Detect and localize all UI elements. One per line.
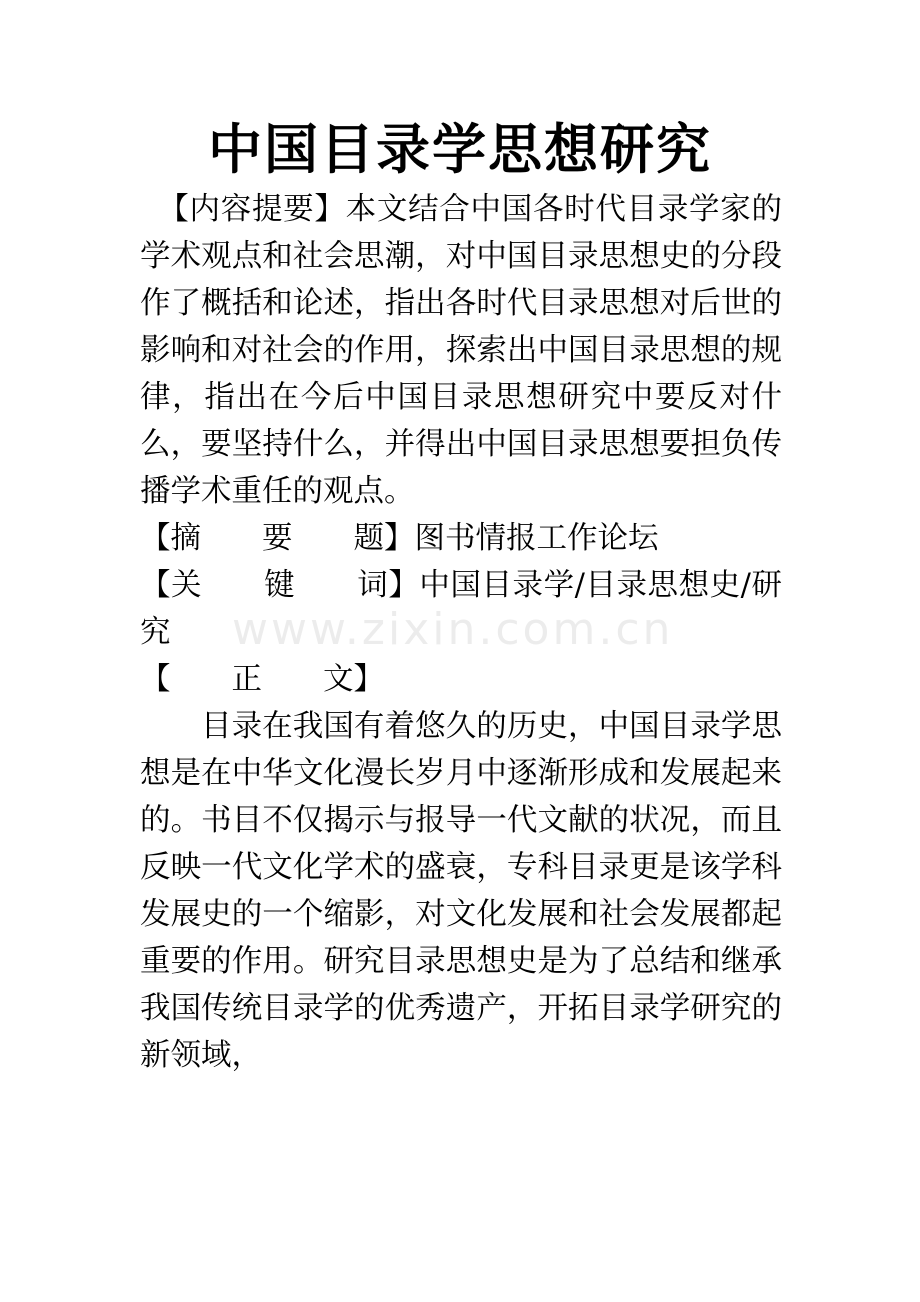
body-label-line: [140, 656, 782, 703]
body-paragraph: 目录在我国有着悠久的历史，中国目录学思想是在中华文化漫长岁月中逐渐形成和发展起来的。书目不仅揭示与报导一代文献的状况，而且反映一代文化学术的盛衰，专科目录更是该学科发展史的一个缩影，对文化发展和社会发展都起重要的作用。研究目录思想史是为了总结和继承我国传统目录学的优秀遗产，开拓目录学研究的新领域，: [140, 709, 782, 1073]
document-body: [140, 186, 782, 1079]
document-title: 中国目录学思想研究: [208, 118, 712, 181]
body-label: 【 正 文】: [140, 662, 384, 697]
source-line: [140, 515, 782, 562]
watermark-text: www.zixin.com.cn: [232, 604, 674, 655]
keywords-label: 【关 键 词】: [140, 568, 420, 603]
keywords-line: [140, 562, 782, 656]
source-value: 图书情报工作论坛: [414, 521, 659, 556]
abstract-paragraph: 【内容提要】本文结合中国各时代目录学家的学术观点和社会思潮，对中国目录思想史的分段作了概括和论述，指出各时代目录思想对后世的影响和对社会的作用，探索出中国目录思想的规律，指出在今后中国目录思想研究中要反对什么，要坚持什么，并得出中国目录思想要担负传播学术重任的观点。: [140, 192, 782, 509]
source-label: 【摘 要 题】: [140, 521, 415, 556]
keywords-value: 中国目录学/目录思想史/研究: [140, 568, 782, 650]
